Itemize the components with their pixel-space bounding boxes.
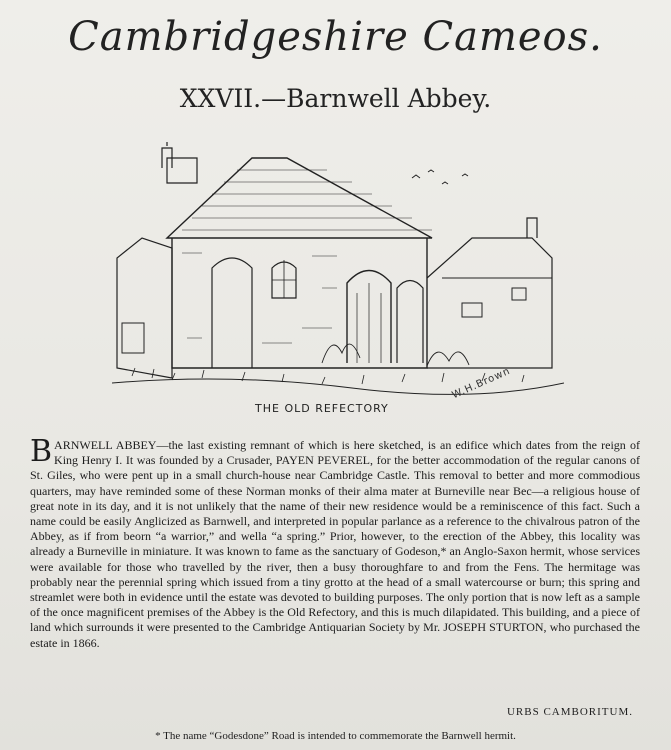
artist-signature: W.H.Brown: [450, 365, 513, 402]
illustration-caption: THE OLD REFECTORY: [255, 402, 389, 415]
page-subtitle: XXVII.—Barnwell Abbey.: [179, 84, 492, 113]
page-title: Cambridgeshire Cameos.: [68, 14, 603, 60]
article-body: [30, 434, 640, 651]
drop-cap: B: [30, 434, 53, 469]
article-signoff: URBS CAMBORITUM.: [506, 706, 633, 718]
article-paragraph: ARNWELL ABBEY—the last existing remnant of which is here sketched, is an edifice which dates from the reign of King Henry I. It was founded by a Crusader, PAYEN PEVEREL, for the better accommodation of the regular canons of St. Giles, who were pent up in a small church-house near Cambridge Castle. This removal to better and more commodious quarters, may have reminded some of these Norman monks of their alma mater at Burneville near Bec—a religious house of great note in its day, and it is not unlikely that the name of their new residence would be a reminiscence of this fact. Such a name could be easily Anglicized as Barnwell, and interpreted in popular parlance as a reference to the chivalrous patron of the Abbey, as if from beorn “a warrior,” and wella “a spring.” Prior, however, to the erection of the Abbey, this locality was already a Burneville in miniature. It was known to fame as the sanctuary of Godeson,* an Anglo-Saxon hermit, whose services were available for those who travelled by the river, then a busy thoroughfare to and from the Fens. The hermitage was probably near the perennial spring which issued from a tiny grotto at the head of a small watercourse or burn; this spring and streamlet were both in evidence until the estate was devoted to building purposes. The only portion that is now left as a sample of the once magnificent premises of the Abbey is the Old Refectory, and this is much dilapidated. This building, and a piece of land which surrounds it were presented to the Cambridge Antiquarian Society by Mr. JOSEPH STURTON, who purchased the estate in 1866.: [30, 438, 640, 650]
footnote: * The name “Godesdone” Road is intended to commemorate the Barnwell hermit.: [155, 730, 516, 742]
